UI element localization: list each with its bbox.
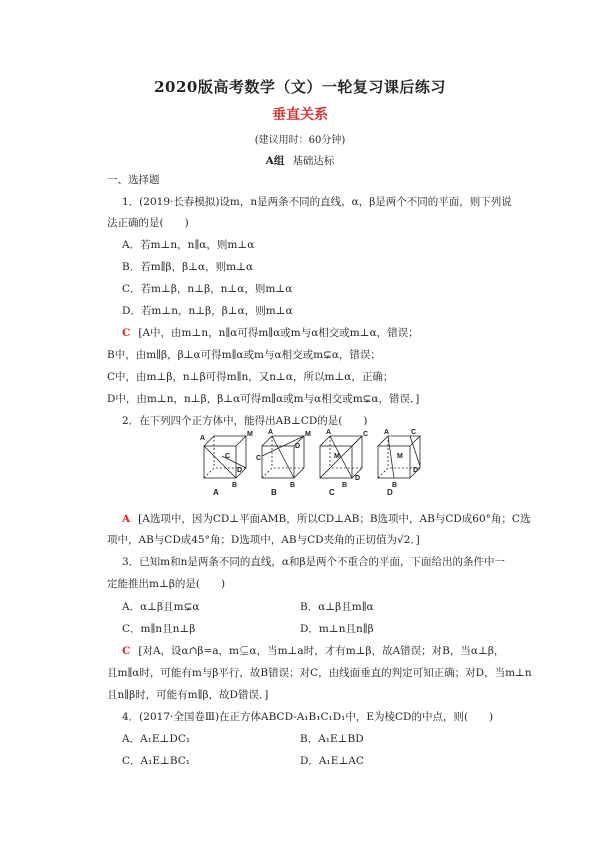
- svg-text:C: C: [256, 455, 262, 462]
- section-heading: 一、选择题: [107, 174, 160, 186]
- cubes-diagram: [192, 428, 417, 503]
- svg-text:B: B: [392, 482, 398, 489]
- figure-caption-c: C: [329, 488, 335, 497]
- svg-text:A: A: [384, 429, 390, 436]
- cube-d: [378, 429, 420, 489]
- q1-explanation-line3: C中，由m⊥β，n⊥β可得m∥n，又n⊥α，所以m⊥α，正确；: [107, 371, 394, 383]
- q4-stem: 4．(2017·全国卷Ⅲ)在正方体ABCD-A₁B₁C₁D₁中，E为棱CD的中点，则( ): [122, 711, 494, 723]
- svg-text:B: B: [342, 482, 348, 489]
- svg-text:M: M: [397, 453, 403, 460]
- q1-option-c: C．若m⊥β，n⊥β，n⊥α，则m⊥α: [122, 283, 293, 295]
- q3-stem-line2: 定能推出m⊥β的是( ): [107, 578, 226, 590]
- q2-explanation-line2: 项中，AB与CD成45°角；D选项中，AB与CD夹角的正切值为√2．]: [107, 534, 420, 546]
- q3-option-a: A．α⊥β且m⊊α: [122, 601, 200, 613]
- q3-explanation-line3: 且n∥β时，可能有m∥β，故D错误．]: [107, 689, 269, 701]
- svg-text:M: M: [305, 431, 311, 438]
- cube-a: [200, 431, 253, 489]
- q1-explanation-line4: D中，由m⊥n，n⊥β，β⊥α可得m∥α或m与α相交或m⊊α，错误．]: [107, 393, 420, 405]
- q4-option-d: D．A₁E⊥AC: [300, 755, 364, 767]
- q4-option-c: C．A₁E⊥BC₁: [122, 755, 191, 767]
- svg-text:C: C: [411, 429, 417, 436]
- figure-caption-d: D: [387, 488, 393, 497]
- figure-caption-a: A: [213, 488, 219, 497]
- svg-text:M: M: [247, 431, 253, 438]
- svg-text:C: C: [363, 431, 369, 438]
- q2-answer: A: [122, 513, 131, 525]
- svg-text:D: D: [295, 443, 301, 450]
- svg-text:D: D: [355, 475, 361, 482]
- cube-c: [320, 429, 368, 489]
- time-hint: (建议用时：60分钟): [254, 135, 346, 146]
- q4-option-b: B．A₁E⊥BD: [300, 733, 364, 745]
- page-subtitle: 垂直关系: [272, 107, 328, 123]
- svg-text:A: A: [200, 435, 206, 442]
- figure-caption-b: B: [271, 488, 277, 497]
- svg-text:D: D: [237, 467, 243, 474]
- q1-stem-line2: 法正确的是( ): [107, 217, 189, 229]
- q1-answer: C: [122, 327, 131, 339]
- q1-option-b: B．若m∥β，β⊥α，则m⊥α: [122, 261, 254, 273]
- svg-text:C: C: [225, 453, 231, 460]
- q3-stem-line1: 3．已知m和n是两条不同的直线，α和β是两个不重合的平面，下面给出的条件中一: [122, 556, 506, 568]
- q1-option-a: A．若m⊥n，n∥α，则m⊥α: [122, 239, 255, 251]
- svg-text:B: B: [290, 482, 296, 489]
- svg-text:A: A: [268, 429, 274, 436]
- q1-explanation-line1: C [A中，由m⊥n，n∥α可得m∥α或m与α相交或m⊥α，错误；: [122, 327, 419, 339]
- q3-option-d: D．m⊥n且n∥β: [300, 623, 374, 635]
- cube-figures: [192, 428, 417, 503]
- q4-option-a: A．A₁E⊥DC₁: [122, 733, 191, 745]
- page-title: 2020版高考数学（文）一轮复习课后练习: [154, 78, 446, 96]
- q3-explanation-line1: C [对A，设α∩β=a，m⊊α，当m⊥a时，才有m⊥β，故A错误；对B，当α⊥β，: [122, 645, 505, 657]
- q2-stem: 2．在下列四个正方体中，能得出AB⊥CD的是( ): [122, 415, 368, 427]
- svg-text:B: B: [232, 482, 238, 489]
- q2-explanation-line1: A [A选项中，因为CD⊥平面AMB，所以CD⊥AB；B选项中，AB与CD成60°角；C选: [122, 513, 531, 525]
- group-heading: [0, 153, 600, 168]
- svg-text:M: M: [334, 453, 340, 460]
- q3-answer: C: [122, 645, 131, 657]
- svg-text:D: D: [413, 467, 419, 474]
- q3-option-b: B．α⊥β且m∥α: [300, 601, 374, 613]
- cube-b: [256, 429, 311, 489]
- svg-text:A: A: [326, 429, 332, 436]
- q3-option-c: C．m∥n且n⊥β: [122, 623, 196, 635]
- q1-option-d: D．若m⊥n，n⊥β，β⊥α，则m⊥α: [122, 305, 293, 317]
- q3-explanation-line2: 且m∥α时，可能有m与β平行，故B错误；对C，由线面垂直的判定可知正确；对D，当m⊥n: [107, 667, 532, 679]
- q1-explanation-line2: B中，由m∥β，β⊥α可得m∥α或m与α相交或m⊊α，错误；: [107, 349, 381, 361]
- group-label: A组: [265, 155, 285, 167]
- group-name: 基础达标: [292, 155, 335, 167]
- q1-stem-line1: 1．(2019·长春模拟)设m，n是两条不同的直线，α，β是两个不同的平面，则下列说: [122, 196, 512, 208]
